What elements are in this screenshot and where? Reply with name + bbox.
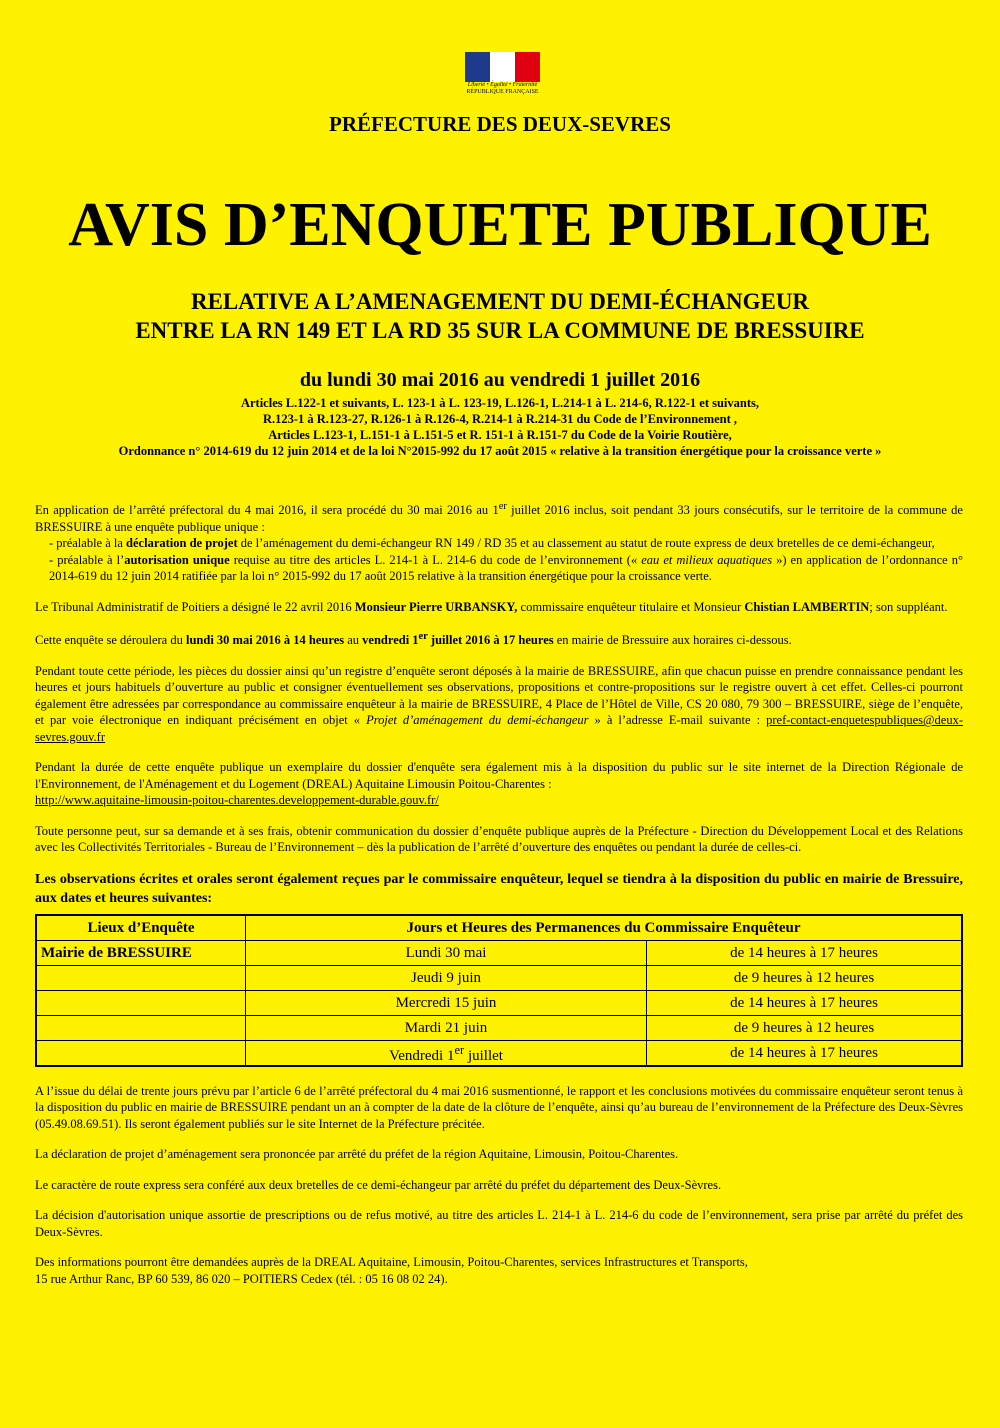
day-cell: Mardi 21 juin (246, 1015, 647, 1040)
text: En application de l’arrêté préfectoral du 4 mai 2016, il sera procédé du 30 mai 2016 au 1 (35, 503, 499, 518)
table-header-row (36, 915, 962, 941)
text-sup: er (454, 1042, 465, 1057)
notice-body (35, 499, 963, 1301)
text: Des informations pourront être demandées auprès de la DREAL Aquitaine, Limousin, Poitou-Charentes, services Infrastructures et Transports, (35, 1255, 748, 1270)
flag-white-band (490, 52, 515, 82)
day-cell: Mercredi 15 juin (246, 990, 647, 1015)
paragraph-declaration: La déclaration de projet d’aménagement sera prononcée par arrêté du préfet de la région Aquitaine, Limousin, Poitou-Charentes. (35, 1147, 679, 1162)
location-cell (36, 965, 246, 990)
day-cell: Jeudi 9 juin (246, 965, 647, 990)
paragraph-dossier (35, 663, 963, 746)
flag-red-band (515, 52, 540, 82)
legal-references (0, 395, 1000, 459)
text-bold: juillet 2016 à 17 heures (427, 633, 554, 648)
hours-cell: de 9 heures à 12 heures (647, 1015, 963, 1040)
page-title: AVIS D’ENQUETE PUBLIQUE (68, 191, 932, 259)
text: commissaire enquêteur titulaire et Monsieur (517, 599, 745, 614)
subtitle-line-1: RELATIVE A L’AMENAGEMENT DU DEMI-ÉCHANGEUR (190, 289, 810, 314)
hours-cell: de 9 heures à 12 heures (647, 965, 963, 990)
legal-line-2: R.123-1 à R.123-27, R.126-1 à R.126-4, R.214-1 à R.214-31 du Code de l’Environnement , (262, 412, 738, 426)
paragraph-tribunal (35, 599, 963, 616)
paragraph-application (35, 499, 963, 585)
legal-line-3: Articles L.123-1, L.151-1 à L.151-5 et R. 151-1 à R.151-7 du Code de la Voirie Routière, (268, 428, 732, 442)
table-row (36, 965, 962, 990)
paragraph-route-express: Le caractère de route express sera conféré aux deux bretelles de ce demi-échangeur par arrêté du préfet du département des Deux-Sèvres. (35, 1177, 722, 1192)
prefecture-name: PRÉFECTURE DES DEUX-SEVRES (329, 112, 671, 136)
table-row (36, 990, 962, 1015)
paragraph-report: A l’issue du délai de trente jours prévu par l’article 6 de l’arrêté préfectoral du 4 mai 2016 susmentionné, le rapport et les conclusions motivées du commissaire enquêteur seront tenus à la disposition du public en mairie de BRESSUIRE pendant un an à compter de la date de la clôture de l’enquête, ainsi qu’au bureau de l’environnement de la Préfecture des Deux-Sèvres (05.49.08.69.51). Ils seront également publiés sur le site Internet de la Préfecture précitée. (35, 1083, 963, 1131)
text-sup: er (498, 501, 507, 512)
text: 15 rue Arthur Ranc, BP 60 539, 86 020 – POITIERS Cedex (tél. : 05 16 08 02 24). (35, 1271, 448, 1286)
paragraph-schedule (35, 629, 963, 649)
text: Vendredi 1 (389, 1047, 455, 1064)
text: ») en application de l’ordonnance n° 2014-619 du 12 juin 2014 ratifiée par la loi n° 2015-992 du 17 août 2015 relative à la transition énergétique pour la croissance verte. (49, 552, 963, 584)
enquiry-dates: du lundi 30 mai 2016 au vendredi 1 juillet 2016 (299, 369, 701, 391)
text-italic: eau et milieux aquatiques (641, 552, 773, 567)
text: en mairie de Bressuire aux horaires ci-dessous. (553, 633, 792, 648)
table-row (36, 1040, 962, 1066)
text: Cette enquête se déroulera du (35, 633, 186, 648)
text: requise au titre des articles L. 214-1 à L. 214-6 du code de l’environnement (« (229, 552, 642, 567)
day-cell (246, 1040, 647, 1066)
legal-line-1: Articles L.122-1 et suivants, L. 123-1 à L. 123-19, L.126-1, L.214-1 à L. 214-6, R.122-1 et suivants, (240, 396, 760, 410)
email-link[interactable]: pref-contact-enquetespubliques@deux-sevres.gouv.fr (35, 713, 963, 744)
text: juillet (464, 1047, 503, 1064)
text-italic: Projet d’aménagement du demi-échangeur (366, 713, 589, 728)
french-flag-icon (465, 52, 540, 82)
logo-motto: Liberté • Égalité • Fraternité (467, 82, 538, 88)
table-row (36, 940, 962, 965)
paragraph-observations: Les observations écrites et orales seront également reçues par le commissaire enquêteur, lequel se tiendra à la disposition du public en mairie de Bressuire, aux dates et heures suivantes: (35, 871, 963, 906)
text: Pendant toute cette période, les pièces du dossier ainsi qu’un registre d’enquête seront déposés à la mairie de BRESSUIRE, afin que chacun puisse en prendre connaissance pendant les heures et jours habituels d’ouverture au public et consigner éventuellement ses observations, propositions et contre-propositions sur le registre ouvert à cet effet. Celles-ci pourront également être adressées par correspondance au commissaire enquêteur à la mairie de BRESSUIRE, 4 Place de l’Hôtel de Ville, CS 20 080, 79 300 – BRESSUIRE, siège de l’enquête, et par voie électronique en indiquant précisément en objet « (35, 663, 963, 728)
list-item-declaration (35, 535, 963, 552)
header-location: Lieux d’Enquête (36, 915, 246, 941)
text-bold: vendredi 1 (362, 633, 419, 648)
header-schedule: Jours et Heures des Permanences du Commissaire Enquêteur (246, 915, 963, 941)
paragraph-communication: Toute personne peut, sur sa demande et à ses frais, obtenir communication du dossier d’enquête publique auprès de la Préfecture - Direction du Développement Local et des Relations avec les Collectivités Territoriales - Bureau de l’Environnement – dès la publication de l’arrêté d’ouverture des enquêtes ou pendant la durée de celles-ci. (35, 823, 963, 855)
permanence-table (35, 914, 963, 1067)
text: » à l’adresse E-mail suivante : (588, 713, 767, 728)
text: - préalable à l’ (49, 552, 125, 567)
text-bold: Monsieur Pierre URBANSKY, (354, 599, 518, 614)
text: ; son suppléant. (869, 599, 948, 614)
location-cell (36, 1040, 246, 1066)
text: - préalable à la (49, 536, 127, 551)
text-bold: lundi 30 mai 2016 à 14 heures (185, 633, 345, 648)
text: Le Tribunal Administratif de Poitiers a désigné le 22 avril 2016 (35, 599, 355, 614)
legal-line-4: Ordonnance n° 2014-619 du 12 juin 2014 et de la loi N°2015-992 du 17 août 2015 « relative à la transition énergétique pour la croissance verte » (118, 444, 882, 458)
text-sup: er (418, 631, 428, 643)
day-cell: Lundi 30 mai (246, 940, 647, 965)
location-cell: Mairie de BRESSUIRE (36, 940, 246, 965)
logo-republic: RÉPUBLIQUE FRANÇAISE (466, 89, 539, 95)
text-bold: déclaration de projet (126, 536, 238, 551)
hours-cell: de 14 heures à 17 heures (647, 990, 963, 1015)
list-item-authorisation (35, 552, 963, 585)
subtitle (0, 287, 1000, 345)
hours-cell: de 14 heures à 17 heures (647, 1040, 963, 1066)
subtitle-line-2: ENTRE LA RN 149 ET LA RD 35 SUR LA COMMUNE DE BRESSUIRE (135, 318, 865, 343)
text: au (344, 633, 363, 648)
location-cell (36, 1015, 246, 1040)
text-bold: Chistian LAMBERTIN (744, 599, 870, 614)
hours-cell: de 14 heures à 17 heures (647, 940, 963, 965)
text: de l’aménagement du demi-échangeur RN 149 / RD 35 et au classement au statut de route express de deux bretelles de ce demi-échangeur, (237, 536, 935, 551)
location-cell (36, 990, 246, 1015)
marianne-logo (465, 52, 540, 96)
table-row (36, 1015, 962, 1040)
text-bold: autorisation unique (124, 552, 230, 567)
paragraph-information (35, 1254, 963, 1287)
text: Pendant la durée de cette enquête publique un exemplaire du dossier d'enquête sera également mis à la disposition du public sur le site internet de la Direction Régionale de l'Environnement, de l'Aménagement et du Logement (DREAL) Aquitaine Limousin Poitou-Charentes : (35, 760, 963, 791)
paragraph-authorisation: La décision d'autorisation unique assortie de prescriptions ou de refus motivé, au titre des articles L. 214-1 à L. 214-6 du code de l’environnement, sera prise par arrêté du préfet des Deux-Sèvres. (35, 1208, 963, 1239)
flag-blue-band (465, 52, 490, 82)
paragraph-dreal (35, 759, 963, 809)
text: juillet 2016 inclus, soit pendant 33 jours consécutifs, sur le territoire de la commune de BRESSUIRE à une enquête publique unique : (35, 503, 963, 534)
dreal-url-link[interactable]: http://www.aquitaine-limousin-poitou-charentes.developpement-durable.gouv.fr/ (35, 793, 439, 808)
